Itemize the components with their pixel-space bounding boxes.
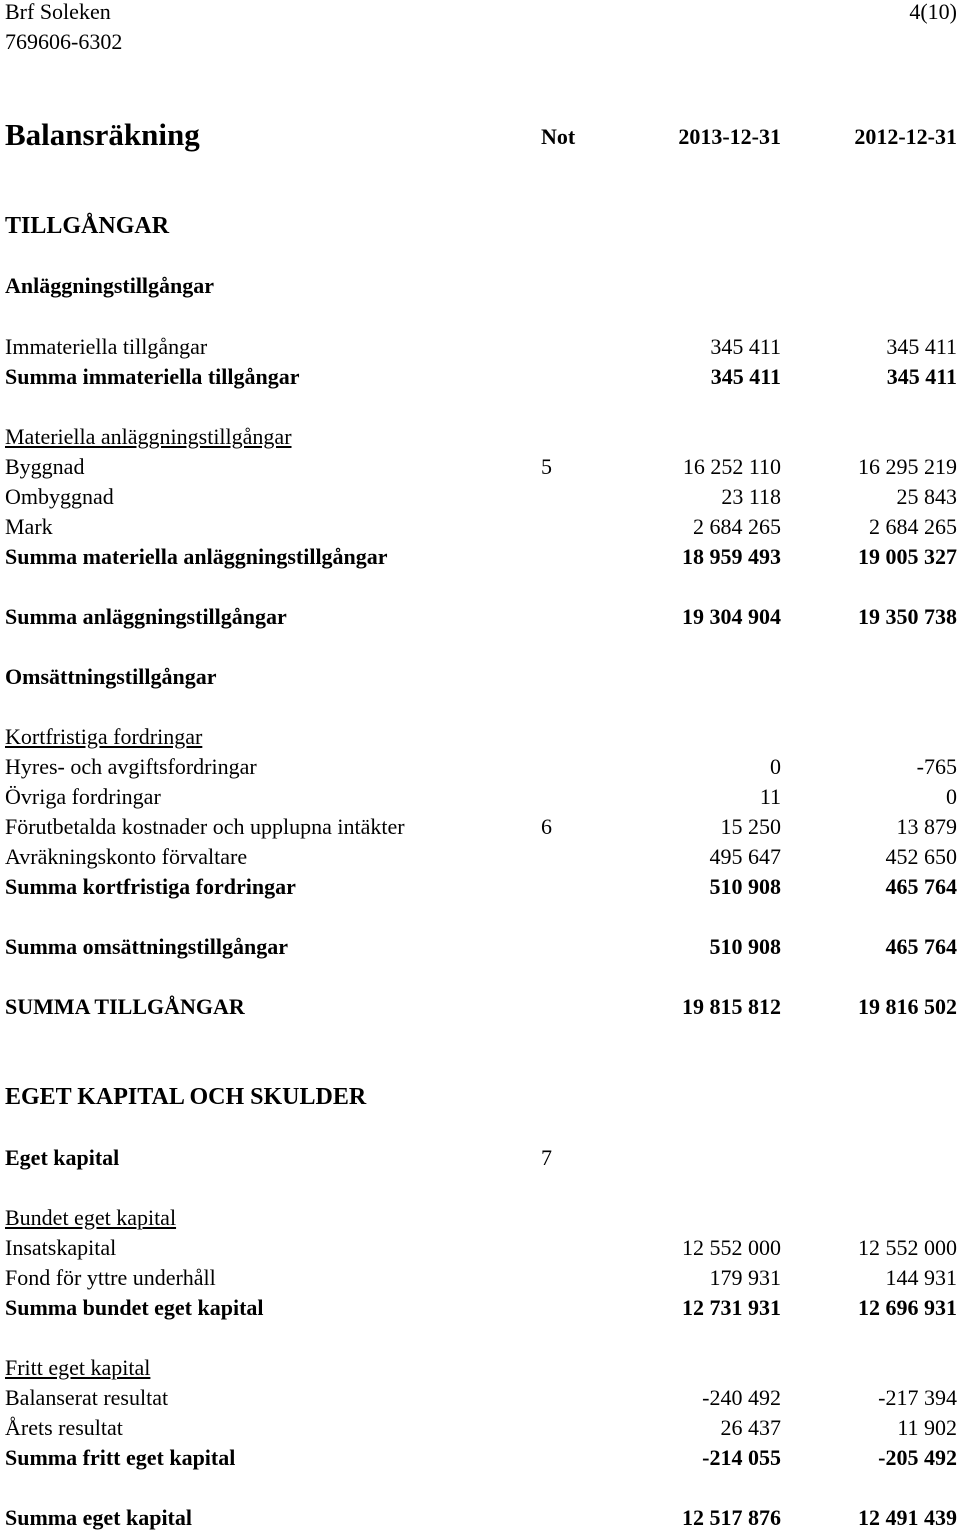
subsection-heading-fixed-assets bbox=[5, 271, 957, 301]
value-current: 19 815 812 bbox=[682, 994, 781, 1019]
row-label: Anläggningstillgångar bbox=[5, 273, 215, 298]
note-reference: 6 bbox=[541, 814, 552, 839]
page-title: Balansräkning bbox=[5, 117, 200, 152]
value-current: 12 731 931 bbox=[682, 1295, 781, 1320]
table-row bbox=[5, 812, 957, 842]
row-label: Hyres- och avgiftsfordringar bbox=[5, 754, 257, 779]
table-row bbox=[5, 1413, 957, 1443]
value-current: 26 437 bbox=[720, 1415, 781, 1440]
table-row bbox=[5, 842, 957, 872]
column-header-current: 2013-12-31 bbox=[678, 124, 781, 149]
row-label: Balanserat resultat bbox=[5, 1385, 169, 1410]
row-label: Summa omsättningstillgångar bbox=[5, 934, 288, 959]
value-previous: -205 492 bbox=[878, 1445, 957, 1470]
value-current: 345 411 bbox=[710, 364, 781, 389]
section-heading-assets bbox=[5, 211, 957, 241]
value-previous: 19 005 327 bbox=[858, 544, 957, 569]
total-row bbox=[5, 602, 957, 632]
row-label: Summa anläggningstillgångar bbox=[5, 604, 287, 629]
subtotal-row bbox=[5, 1293, 957, 1323]
row-label: Summa eget kapital bbox=[5, 1505, 192, 1530]
value-previous: 25 843 bbox=[896, 484, 957, 509]
row-label: Årets resultat bbox=[5, 1415, 123, 1440]
table-row bbox=[5, 452, 957, 482]
value-current: 179 931 bbox=[709, 1265, 781, 1290]
value-previous: 345 411 bbox=[886, 364, 957, 389]
table-row bbox=[5, 1383, 957, 1413]
page-number: 4(10) bbox=[909, 0, 957, 24]
value-previous: -765 bbox=[916, 754, 957, 779]
value-previous: 144 931 bbox=[885, 1265, 957, 1290]
table-row bbox=[5, 782, 957, 812]
value-current: 345 411 bbox=[710, 334, 781, 359]
row-label: Summa materiella anläggningstillgångar bbox=[5, 544, 388, 569]
subsection-heading-equity bbox=[5, 1143, 957, 1173]
row-label: EGET KAPITAL OCH SKULDER bbox=[5, 1084, 367, 1110]
subtotal-row bbox=[5, 1443, 957, 1473]
value-current: -240 492 bbox=[702, 1385, 781, 1410]
value-current: 16 252 110 bbox=[682, 454, 781, 479]
value-current: 15 250 bbox=[720, 814, 781, 839]
value-previous: 12 696 931 bbox=[858, 1295, 957, 1320]
table-row bbox=[5, 332, 957, 362]
row-label: Avräkningskonto förvaltare bbox=[5, 844, 248, 869]
row-label: Summa kortfristiga fordringar bbox=[5, 874, 296, 899]
group-heading bbox=[5, 1203, 957, 1233]
value-previous: 12 552 000 bbox=[858, 1235, 957, 1260]
row-label: TILLGÅNGAR bbox=[5, 213, 170, 239]
grand-total-row bbox=[5, 992, 957, 1022]
note-reference: 5 bbox=[541, 454, 552, 479]
row-label: Omsättningstillgångar bbox=[5, 664, 217, 689]
value-previous: 2 684 265 bbox=[869, 514, 957, 539]
row-label: Förutbetalda kostnader och upplupna intäkter bbox=[5, 814, 405, 839]
table-row bbox=[5, 512, 957, 542]
value-current: 18 959 493 bbox=[682, 544, 781, 569]
value-current: 11 bbox=[759, 784, 781, 809]
row-label: Fond för yttre underhåll bbox=[5, 1265, 216, 1290]
row-label: Övriga fordringar bbox=[5, 784, 161, 809]
table-row bbox=[5, 752, 957, 782]
group-heading bbox=[5, 1353, 957, 1383]
value-current: 510 908 bbox=[709, 934, 781, 959]
row-label: Eget kapital bbox=[5, 1145, 120, 1170]
total-row bbox=[5, 932, 957, 962]
subtotal-row bbox=[5, 362, 957, 392]
section-heading-equity-liabilities bbox=[5, 1082, 957, 1112]
row-label: Byggnad bbox=[5, 454, 85, 479]
value-previous: 465 764 bbox=[885, 874, 957, 899]
table-row bbox=[5, 1263, 957, 1293]
value-previous: 19 816 502 bbox=[858, 994, 957, 1019]
row-label: Insatskapital bbox=[5, 1235, 117, 1260]
note-reference: 7 bbox=[541, 1145, 552, 1170]
row-label: Ombyggnad bbox=[5, 484, 114, 509]
value-current: 2 684 265 bbox=[693, 514, 781, 539]
org-name: Brf Soleken bbox=[5, 0, 111, 24]
value-previous: 11 902 bbox=[897, 1415, 957, 1440]
row-label: Immateriella tillgångar bbox=[5, 334, 208, 359]
value-current: 19 304 904 bbox=[682, 604, 781, 629]
table-row bbox=[5, 482, 957, 512]
column-header-note: Not bbox=[541, 124, 576, 149]
value-previous: 12 491 439 bbox=[858, 1505, 957, 1530]
org-number: 769606-6302 bbox=[5, 29, 123, 54]
row-label: Summa bundet eget kapital bbox=[5, 1295, 264, 1320]
group-heading bbox=[5, 722, 957, 752]
subtotal-row bbox=[5, 872, 957, 902]
row-label: Summa fritt eget kapital bbox=[5, 1445, 236, 1470]
row-label: Summa immateriella tillgångar bbox=[5, 364, 300, 389]
value-previous: 345 411 bbox=[886, 334, 957, 359]
value-previous: 19 350 738 bbox=[858, 604, 957, 629]
subsection-heading-current-assets bbox=[5, 662, 957, 692]
value-current: 495 647 bbox=[709, 844, 781, 869]
value-current: 23 118 bbox=[721, 484, 781, 509]
row-label: Bundet eget kapital bbox=[5, 1205, 177, 1230]
value-previous: 0 bbox=[946, 784, 957, 809]
row-label: SUMMA TILLGÅNGAR bbox=[5, 994, 245, 1019]
row-label: Kortfristiga fordringar bbox=[5, 724, 203, 749]
table-row bbox=[5, 1233, 957, 1263]
value-current: 510 908 bbox=[709, 874, 781, 899]
value-previous: -217 394 bbox=[878, 1385, 957, 1410]
row-label: Materiella anläggningstillgångar bbox=[5, 424, 292, 449]
row-label: Fritt eget kapital bbox=[5, 1355, 151, 1380]
total-row bbox=[5, 1503, 957, 1533]
value-previous: 16 295 219 bbox=[858, 454, 957, 479]
value-previous: 452 650 bbox=[885, 844, 957, 869]
value-current: 0 bbox=[770, 754, 781, 779]
value-current: 12 517 876 bbox=[682, 1505, 781, 1530]
value-previous: 465 764 bbox=[885, 934, 957, 959]
value-current: 12 552 000 bbox=[682, 1235, 781, 1260]
value-previous: 13 879 bbox=[896, 814, 957, 839]
subtotal-row bbox=[5, 542, 957, 572]
row-label: Mark bbox=[5, 514, 53, 539]
column-header-previous: 2012-12-31 bbox=[854, 124, 957, 149]
value-current: -214 055 bbox=[702, 1445, 781, 1470]
group-heading bbox=[5, 422, 957, 452]
